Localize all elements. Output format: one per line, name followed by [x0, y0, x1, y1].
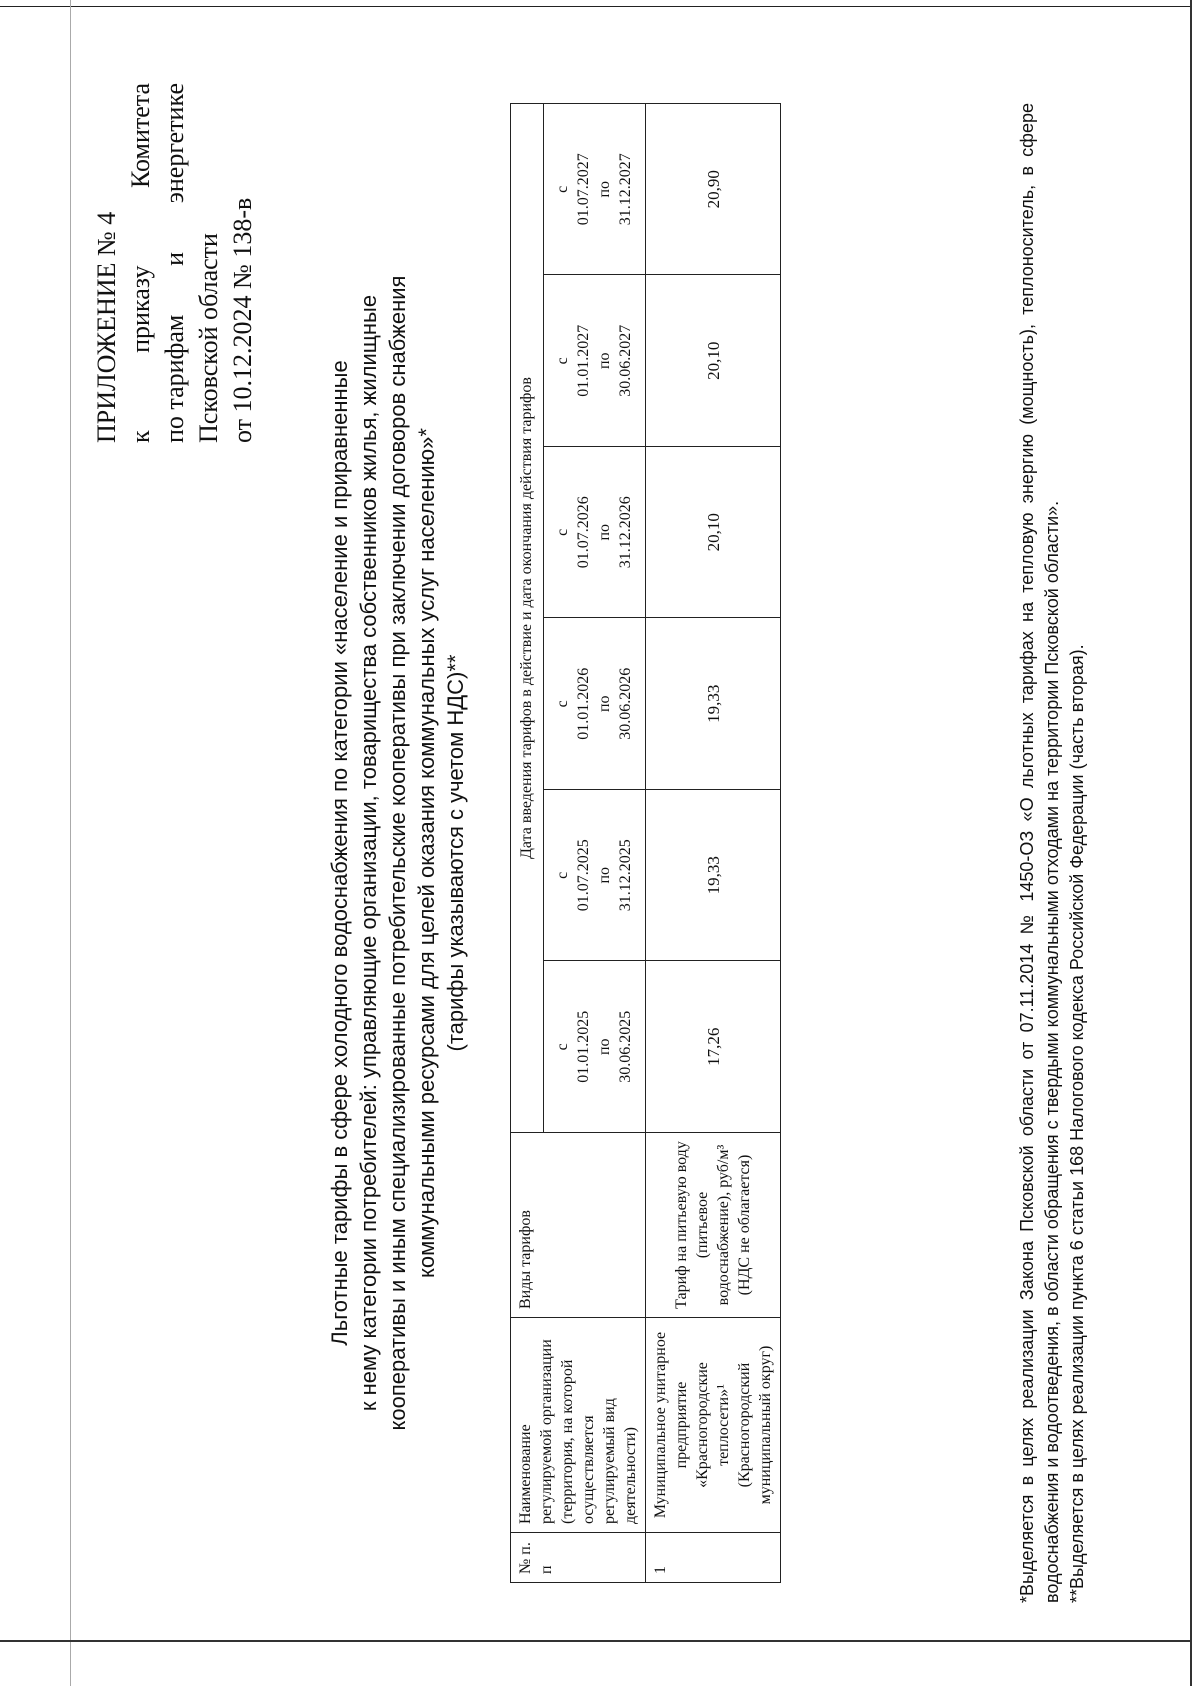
- period-cell: с 01.07.2026 по 31.12.2026: [543, 447, 645, 619]
- header-tariff-kind: Виды тарифов: [511, 1133, 646, 1318]
- header-organization: Наименование регулируемой организации (территория, на которой осуществляется регулируемый вид деятельности): [511, 1318, 646, 1533]
- appendix-title: ПРИЛОЖЕНИЕ № 4: [92, 211, 121, 443]
- footnotes: [1015, 103, 1090, 1603]
- tariff-value: 20,90: [646, 104, 781, 276]
- heading-line-1: Льготные тарифы в сфере холодного водоснабжения по категории «население и приравненные: [327, 360, 352, 1346]
- appendix-line-date: от 10.12.2024 № 138-в: [228, 197, 257, 443]
- footnote-1: *Выделяется в целях реализации Закона Псковской области от 07.11.2014 № 1450-ОЗ «О льготных тарифах на тепловую энергию (мощность), теплоноситель, в сфере водоснабжения и водоотведения, в области обращения с твердыми коммунальными отходами на территории Псковской области».: [1017, 103, 1062, 1603]
- appendix-line-order: к приказу Комитета: [126, 83, 155, 443]
- header-dates: Дата введения тарифов в действие и дата окончания действия тарифов: [511, 104, 544, 1133]
- heading-line-2: к нему категории потребителей: управляющие организации, товарищества собственников жилья, жилищные: [356, 294, 381, 1412]
- tariff-value: 17,26: [646, 961, 781, 1133]
- tariff-value: 20,10: [646, 447, 781, 619]
- period-cell: с 01.01.2027 по 30.06.2027: [543, 275, 645, 447]
- document-heading: [325, 103, 470, 1603]
- rotated-document-sheet: [60, 63, 1120, 1643]
- tariff-value: 20,10: [646, 275, 781, 447]
- heading-line-4: коммунальными ресурсами для целей оказания коммунальных услуг населению»*: [414, 428, 439, 1278]
- tariff-table: [510, 103, 781, 1583]
- table-row: [646, 104, 781, 1583]
- footnote-2: **Выделяется в целях реализации пункта 6 статьи 168 Налогового кодекса Российской Федерации (часть вторая).: [1067, 644, 1087, 1603]
- appendix-line-region: Псковской области: [194, 233, 223, 443]
- heading-line-5: (тарифы указываются с учетом НДС)**: [443, 654, 468, 1052]
- period-cell: с 01.07.2027 по 31.12.2027: [543, 104, 645, 276]
- row-tariff-kind: Тариф на питьевую воду (питьевое водоснабжение), руб/м³ (НДС не облагается): [646, 1133, 781, 1318]
- tariff-value: 19,33: [646, 790, 781, 962]
- appendix-line-committee: по тарифам и энергетике: [160, 83, 189, 443]
- period-cell: с 01.07.2025 по 31.12.2025: [543, 790, 645, 962]
- period-cell: с 01.01.2025 по 30.06.2025: [543, 961, 645, 1133]
- tariff-value: 19,33: [646, 618, 781, 790]
- row-number: 1: [646, 1533, 781, 1583]
- row-organization: Муниципальное унитарное предприятие «Красногородские теплосети»¹ (Красногородский муниципальный округ): [646, 1318, 781, 1533]
- page-edge-top: [0, 0, 1190, 7]
- period-cell: с 01.01.2026 по 30.06.2026: [543, 618, 645, 790]
- appendix-block: [90, 83, 260, 443]
- header-number: № п. п: [511, 1533, 646, 1583]
- table-header-row: [511, 104, 544, 1583]
- heading-line-3: кооперативы и иным специализированные потребительские кооперативы при заключении договоров снабжения: [385, 275, 410, 1431]
- page-edge-right: [1190, 0, 1192, 1686]
